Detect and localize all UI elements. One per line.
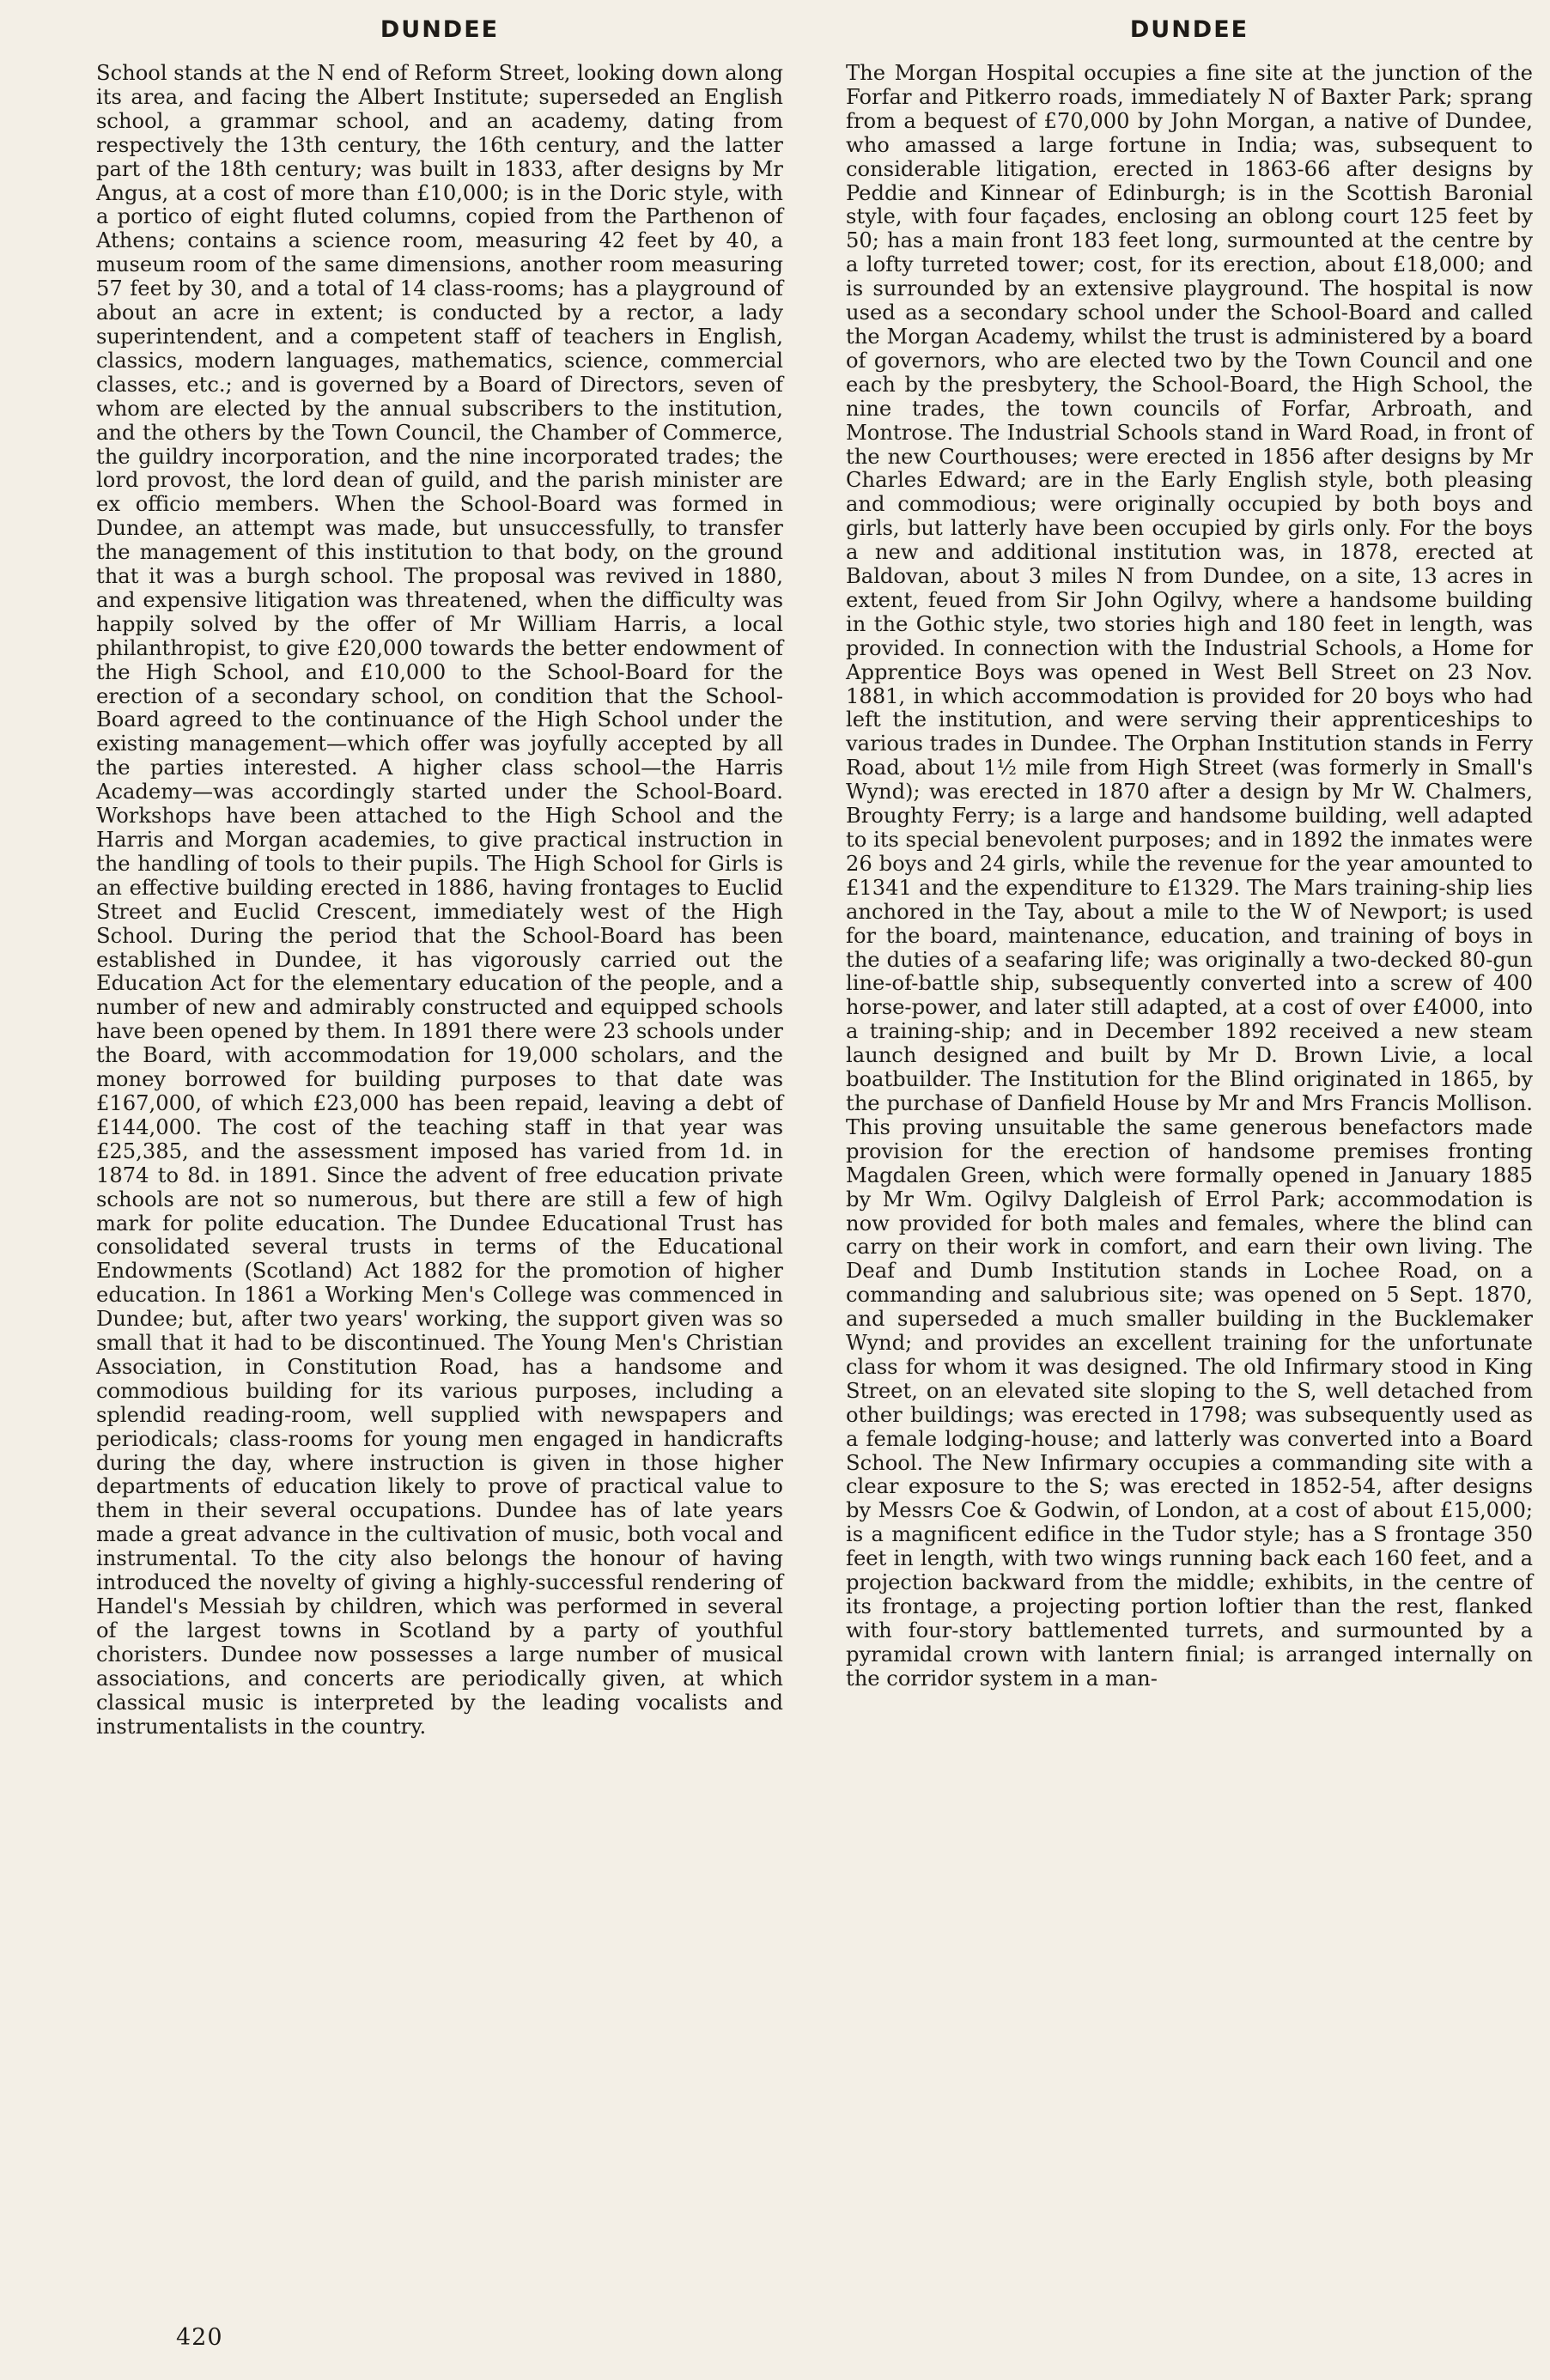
right-column-text: The Morgan Hospital occupies a fine site at the junction of the Forfar and Pitkerro roads, immediately N of Baxter Park; sprang from a bequest of £70,000 by John Morgan, a native of Dundee, who amassed a large fortune in India; was, subsequent to considerable litigation, erected in 1863-66 after designs by Peddie and Kinnear of Edinburgh; is in the Scottish Baronial style, with four façades, enclosing an oblong court 125 feet by 50; has a main front 183 feet long, surmounted at the centre by a lofty turreted tower; cost, for its erection, about £18,000; and is surrounded by an extensive playground. The hospital is now used as a secondary school under the School-Board and called the Morgan Academy, whilst the trust is administered by a board of governors, who are elected two by the Town Council and one each by the presbytery, the School-Board, the High School, the nine trades, the town councils of Forfar, Arbroath, and Montrose. The Industrial Schools stand in Ward Road, in front of the new Courthouses; were erected in 1856 after designs by Mr Charles Edward; are in the Early English style, both pleasing and commodious; were originally occupied by both boys and girls, but latterly have been occupied by girls only. For the boys a new and additional institution was, in 1878, erected at Baldovan, about 3 miles N from Dundee, on a site, 13 acres in extent, feued from Sir John Ogilvy, where a handsome building in the Gothic style, two stories high and 180 feet in length, was provided. In connection with the Industrial Schools, a Home for Apprentice Boys was opened in West Bell Street on 23 Nov. 1881, in which accommodation is provided for 20 boys who had left the institution, and were serving their apprenticeships to various trades in Dundee. The Orphan Institution stands in Ferry Road, about 1½ mile from High Street (was formerly in Small's Wynd); was erected in 1870 after a design by Mr W. Chalmers, Broughty Ferry; is a large and handsome building, well adapted to its special benevolent purposes; and in 1892 the inmates were 26 boys and 24 girls, while the revenue for the year amounted to £1341 and the expenditure to £1329. The Mars training-ship lies anchored in the Tay, about a mile to the W of Newport; is used for the board, maintenance, education, and training of boys in the duties of a seafaring life; was originally a two-decked 80-gun line-of-battle ship, subsequently converted into a screw of 400 horse-power, and later still adapted, at a cost of over £4000, into a training-ship; and in December 1892 received a new steam launch designed and built by Mr D. Brown Livie, a local boatbuilder. The Institution for the Blind originated in 1865, by the purchase of Danfield House by Mr and Mrs Francis Mollison. This proving unsuitable the same generous benefactors made provision for the erection of handsome premises fronting Magdalen Green, which were formally opened in January 1885 by Mr Wm. Ogilvy Dalgleish of Errol Park; accommodation is now provided for both males and females, where the blind can carry on their work in comfort, and earn their own living. The Deaf and Dumb Institution stands in Lochee Road, on a commanding and salubrious site; was opened on 5 Sept. 1870, and superseded a much smaller building in the Bucklemaker Wynd; and provides an excellent training for the unfortunate class for whom it was designed. The old Infirmary stood in King Street, on an elevated site sloping to the S, well detached from other buildings; was erected in 1798; was subsequently used as a female lodging-house; and latterly was converted into a Board School. The New Infirmary occupies a commanding site with a clear exposure to the S; was erected in 1852-54, after designs by Messrs Coe & Godwin, of London, at a cost of about £15,000; is a magnificent edifice in the Tudor style; has a S frontage 350 feet in length, with two wings running back each 160 feet, and a projection backward from the middle; exhibits, in the centre of its frontage, a projecting portion loftier than the rest, flanked with four-story battlemented turrets, and surmounted by a pyramidal crown with lantern finial; is arranged internally on the corridor system in a man- [846, 61, 1533, 1691]
page-number: 420 [176, 2324, 223, 2351]
left-column [96, 15, 783, 1739]
left-column-text: School stands at the N end of Reform Street, looking down along its area, and facing the Albert Institute; superseded an English school, a grammar school, and an academy, dating from respectively the 13th century, the 16th century, and the latter part of the 18th century; was built in 1833, after designs by Mr Angus, at a cost of more than £10,000; is in the Doric style, with a portico of eight fluted columns, copied from the Parthenon of Athens; contains a science room, measuring 42 feet by 40, a museum room of the same dimensions, another room measuring 57 feet by 30, and a total of 14 class-rooms; has a playground of about an acre in extent; is conducted by a rector, a lady superintendent, and a competent staff of teachers in English, classics, modern languages, mathematics, science, commercial classes, etc.; and is governed by a Board of Directors, seven of whom are elected by the annual subscribers to the institution, and the others by the Town Council, the Chamber of Commerce, the guildry incorporation, and the nine incorporated trades; the lord provost, the lord dean of guild, and the parish minister are ex officio members. When the School-Board was formed in Dundee, an attempt was made, but unsuccessfully, to transfer the management of this institution to that body, on the ground that it was a burgh school. The proposal was revived in 1880, and expensive litigation was threatened, when the difficulty was happily solved by the offer of Mr William Harris, a local philanthropist, to give £20,000 towards the better endowment of the High School, and £10,000 to the School-Board for the erection of a secondary school, on condition that the School-Board agreed to the continuance of the High School under the existing management—which offer was joyfully accepted by all the parties interested. A higher class school—the Harris Academy—was accordingly started under the School-Board. Workshops have been attached to the High School and the Harris and Morgan academies, to give practical instruction in the handling of tools to their pupils. The High School for Girls is an effective building erected in 1886, having frontages to Euclid Street and Euclid Crescent, immediately west of the High School. During the period that the School-Board has been established in Dundee, it has vigorously carried out the Education Act for the elementary education of the people, and a number of new and admirably constructed and equipped schools have been opened by them. In 1891 there were 23 schools under the Board, with accommodation for 19,000 scholars, and the money borrowed for building purposes to that date was £167,000, of which £23,000 has been repaid, leaving a debt of £144,000. The cost of the teaching staff in that year was £25,385, and the assessment imposed has varied from 1d. in 1874 to 8d. in 1891. Since the advent of free education private schools are not so numerous, but there are still a few of high mark for polite education. The Dundee Educational Trust has consolidated several trusts in terms of the Educational Endowments (Scotland) Act 1882 for the promotion of higher education. In 1861 a Working Men's College was commenced in Dundee; but, after two years' working, the support given was so small that it had to be discontinued. The Young Men's Christian Association, in Constitution Road, has a handsome and commodious building for its various purposes, including a splendid reading-room, well supplied with newspapers and periodicals; class-rooms for young men engaged in handicrafts during the day, where instruction is given in those higher departments of education likely to prove of practical value to them in their several occupations. Dundee has of late years made a great advance in the cultivation of music, both vocal and instrumental. To the city also belongs the honour of having introduced the novelty of giving a highly-successful rendering of Handel's Messiah by children, which was performed in several of the largest towns in Scotland by a party of youthful choristers. Dundee now possesses a large number of musical associations, and concerts are periodically given, at which classical music is interpreted by the leading vocalists and instrumentalists in the country. [96, 61, 783, 1739]
right-column [846, 15, 1533, 1691]
running-head-left: DUNDEE [380, 16, 500, 43]
running-head-right: DUNDEE [1129, 16, 1249, 43]
